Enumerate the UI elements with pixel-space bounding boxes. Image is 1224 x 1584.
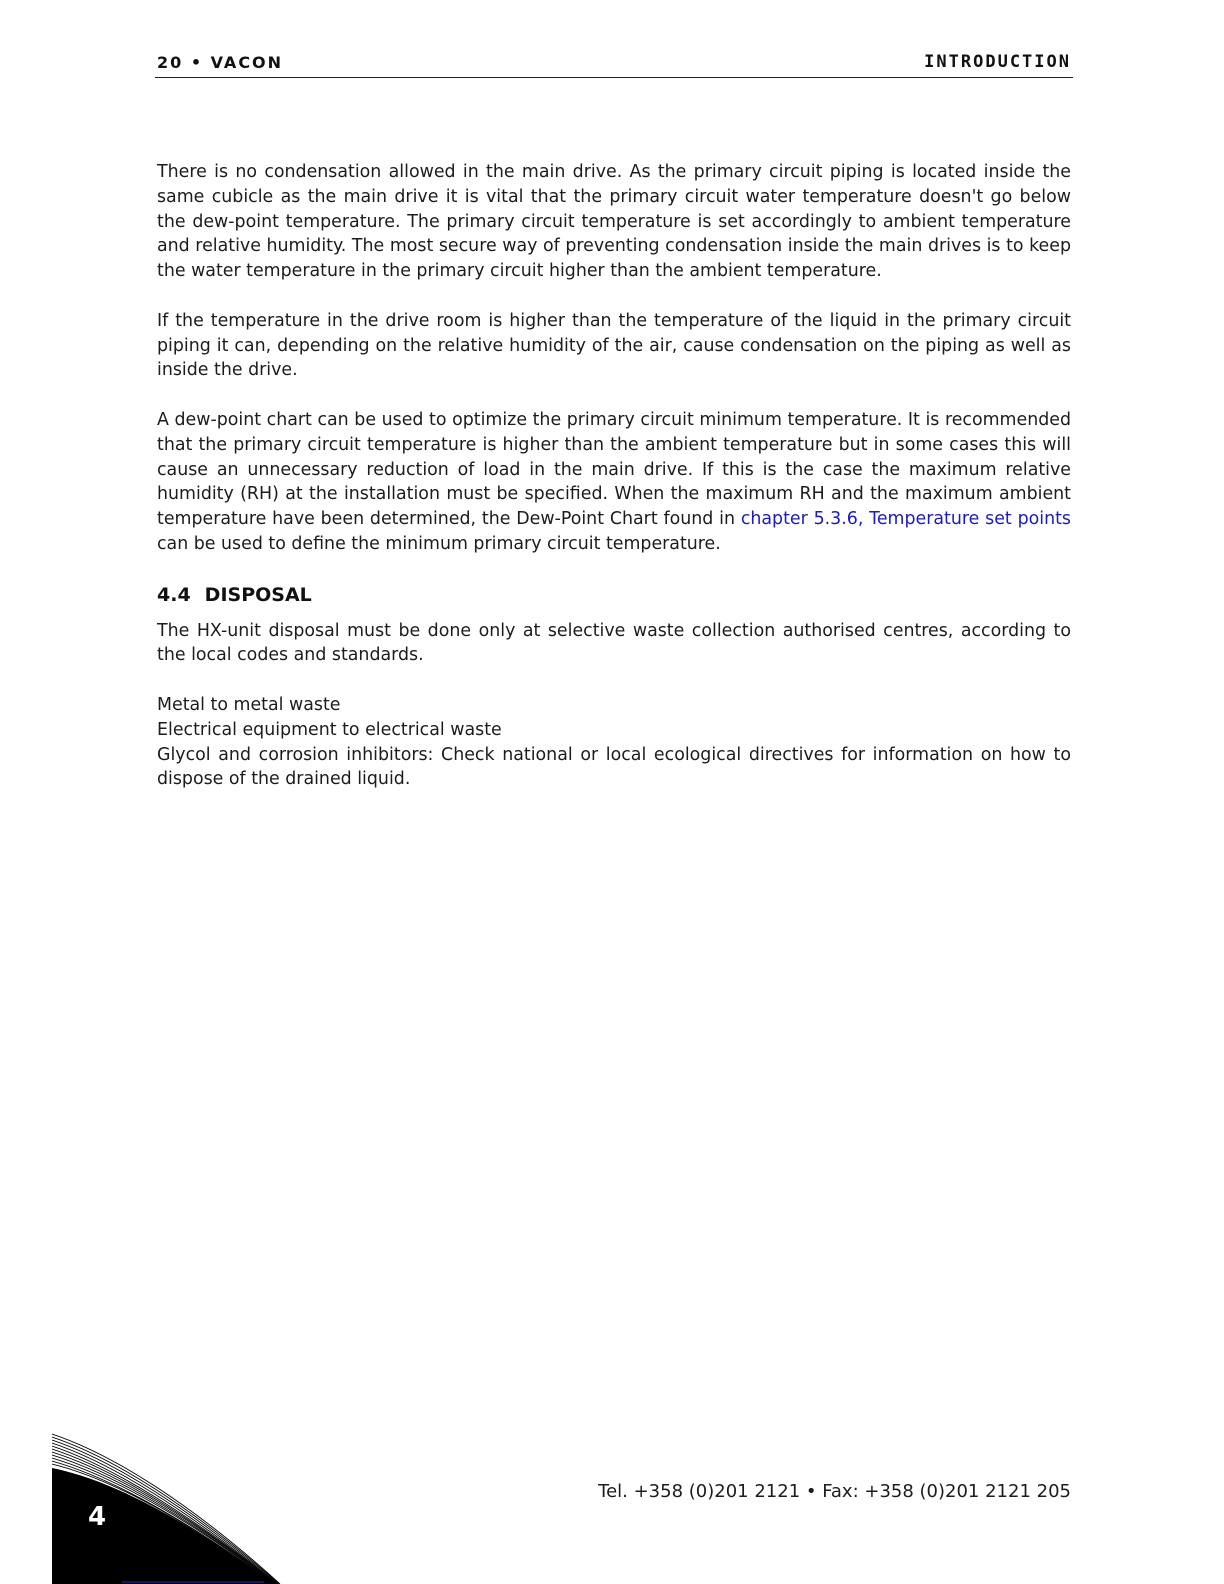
page-number-brand: 20 • VACON xyxy=(157,53,284,72)
footer-contact: Tel. +358 (0)201 2121 • Fax: +358 (0)201 2121 205 xyxy=(598,1481,1071,1502)
section-title: INTRODUCTION xyxy=(924,52,1071,72)
heading-title: DISPOSAL xyxy=(204,583,312,606)
footer-wave-graphic xyxy=(52,1432,282,1584)
body-text xyxy=(157,160,1071,792)
paragraph-condensation: There is no condensation allowed in the main drive. As the primary circuit piping is located inside the same cubicle as the main drive it is vital that the primary circuit water temperature doesn't go below the dew-point temperature. The primary circuit temperature is set accordingly to ambient temperature and relative humidity. The most secure way of preventing condensation inside the main drives is to keep the water temperature in the primary circuit higher than the ambient temperature. xyxy=(157,162,1071,282)
chapter-link[interactable]: chapter 5.3.6, Temperature set points xyxy=(740,509,1071,530)
heading-number: 4.4 xyxy=(157,583,191,606)
list-item-glycol: Glycol and corrosion inhibitors: Check national or local ecological directives for information on how to dispose of the drained liquid. xyxy=(157,744,1071,790)
chapter-number: 4 xyxy=(88,1502,107,1532)
paragraph-dew-point-text-after: can be used to define the minimum primary circuit temperature. xyxy=(157,533,721,554)
section-heading-disposal xyxy=(157,582,1071,608)
paragraph-dew-point-text-before: A dew-point chart can be used to optimize the primary circuit minimum temperature. It is recommended that the primary circuit temperature is higher than the ambient temperature but in some cases this will cause an unnecessary reduction of load in the main drive. If this is the case the maximum relative humidity (RH) at the installation must be specified. When the maximum RH and the maximum ambient temperature have been determined, the Dew-Point Chart found in xyxy=(157,409,1071,530)
list-item-electrical: Electrical equipment to electrical waste xyxy=(157,719,502,740)
page-header xyxy=(155,50,1073,78)
list-item-metal: Metal to metal waste xyxy=(157,694,341,715)
paragraph-dew-point-chart xyxy=(157,408,1071,557)
paragraph-drive-room: If the temperature in the drive room is higher than the temperature of the liquid in the primary circuit piping it can, depending on the relative humidity of the air, cause condensation on the piping as well as inside the drive. xyxy=(157,310,1071,381)
paragraph-disposal: The HX-unit disposal must be done only at selective waste collection authorised centres, according to the local codes and standards. xyxy=(157,620,1071,666)
